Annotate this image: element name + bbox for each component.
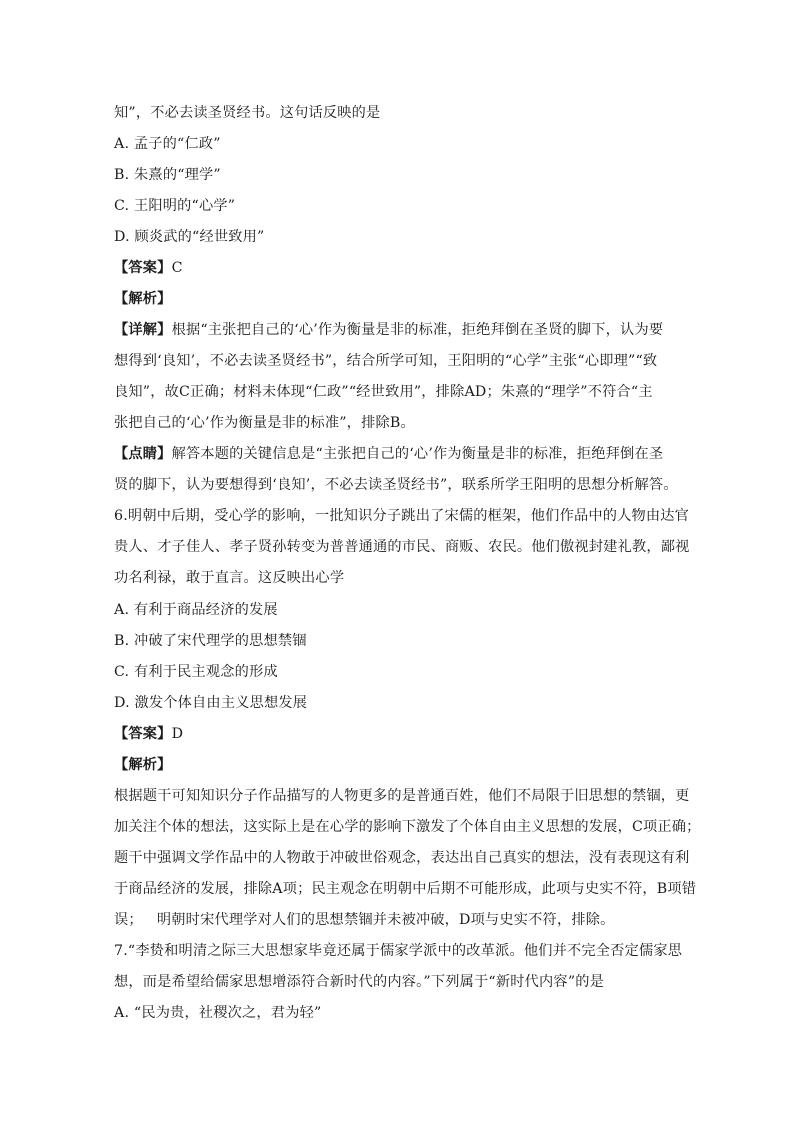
q6-analysis-line-1: 根据题干可知知识分子作品描写的人物更多的是普通百姓，他们不局限于旧思想的禁锢，更 [114,788,690,804]
q6-option-b: B. 冲破了宋代理学的思想禁锢 [114,633,307,649]
answer-label: 【答案】 [114,260,172,276]
q7-stem-line-2: 想，而是希望给儒家思想增添符合新时代的内容。”下列属于“新时代内容”的是 [114,974,605,990]
q5-option-b: B. 朱熹的“理学” [114,167,221,183]
q6-analysis-line-4: 于商品经济的发展，排除A项；民主观念在明朝中后期不可能形成，此项与史实不符，B项错 [114,881,697,897]
q5-key-line-2: 贤的脚下，认为要想得到‘良知’，不必去读圣贤经书”，联系所学王阳明的思想分析解答。 [114,477,678,493]
detail-text: 根据“主张把自己的‘心’作为衡量是非的标准，拒绝拜倒在圣贤的脚下，认为要 [171,322,664,338]
q5-detail-line-3: 良知”，故C正确；材料未体现“仁政”“经世致用”，排除AD；朱熹的“理学”不符合“主 [114,384,653,400]
detail-label: 【详解】 [114,322,172,338]
q6-stem-line-2: 贵人、才子佳人、孝子贤孙转变为普普通通的市民、商贩、农民。他们傲视封建礼教，鄙视 [114,539,690,555]
q6-analysis-label: 【解析】 [114,757,172,773]
answer-value: C [171,260,183,276]
answer-value: D [171,726,184,742]
q6-analysis-line-3: 题干中强调文学作品中的人物敢于冲破世俗观念，表达出自己真实的想法，没有表现这有利 [114,850,690,866]
q6-stem-line-3: 功名利禄，敢于直言。这反映出心学 [114,570,345,586]
q5-option-d: D. 顾炎武的“经世致用” [114,229,265,245]
q5-detail-line-4: 张把自己的‘心’作为衡量是非的标准”，排除B。 [114,415,415,431]
q5-detail-line-1 [114,320,684,340]
q6-stem-line-1: 6.明朝中后期，受心学的影响，一批知识分子跳出了宋儒的框架，他们作品中的人物由达官 [114,508,690,524]
q6-option-c: C. 有利于民主观念的形成 [114,664,278,680]
q6-analysis-line-5: 误； 明朝时宋代理学对人们的思想禁锢并未被冲破，D项与史实不符，排除。 [114,912,615,928]
q7-option-a: A. “民为贵，社稷次之，君为轻” [114,1005,322,1021]
q5-option-c: C. 王阳明的“心学” [114,198,236,214]
key-text: 解答本题的关键信息是“主张把自己的‘心’作为衡量是非的标准，拒绝拜倒在圣 [171,446,664,462]
q6-answer [114,724,684,744]
q6-analysis-line-2: 加关注个体的想法，这实际上是在心学的影响下激发了个体自由主义思想的发展，C项正确； [114,819,701,835]
q6-option-d: D. 激发个体自由主义思想发展 [114,695,308,711]
q5-analysis-label: 【解析】 [114,291,172,307]
q6-option-a: A. 有利于商品经济的发展 [114,602,278,618]
q5-answer [114,258,684,278]
key-label: 【点睛】 [114,446,172,462]
q5-option-a: A. 孟子的“仁政” [114,136,221,152]
q7-stem-line-1: 7.“李贽和明清之际三大思想家毕竟还属于儒家学派中的改革派。他们并不完全否定儒家思 [114,943,683,959]
q5-stem-tail: 知”，不必去读圣贤经书。这句话反映的是 [114,105,381,121]
q5-detail-line-2: 想得到‘良知’，不必去读圣贤经书”，结合所学可知，王阳明的“心学”主张“心即理”“致 [114,353,658,369]
q5-key-line-1 [114,444,684,464]
answer-label: 【答案】 [114,726,172,742]
